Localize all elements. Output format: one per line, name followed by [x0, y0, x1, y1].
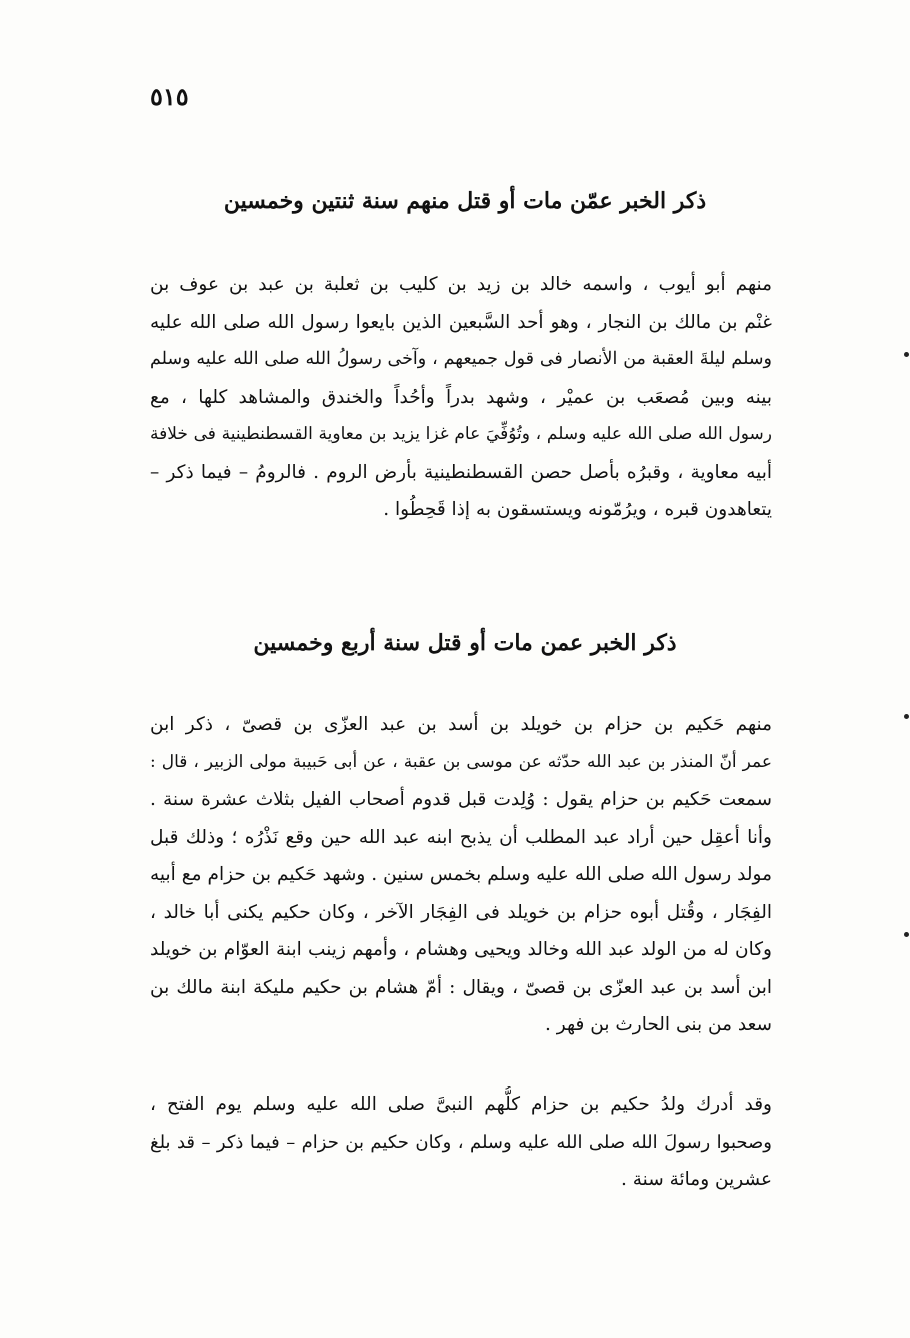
page-number: ٥١٥	[150, 82, 189, 111]
section-heading-2: ذكر الخبر عمن مات أو قتل سنة أربع وخمسين	[253, 630, 677, 656]
text-line: أبيه معاوية ، وقبرُه بأصل حصن القسطنطينية بأرض الروم . فالرومُ – فيما ذكر –	[150, 461, 772, 483]
text-line: ابن أسد بن عبد العزّى بن قصىّ ، ويقال : أمّ هشام بن حكيم مليكة ابنة مالك بن	[150, 976, 772, 998]
text-line: وكان له من الولد عبد الله وخالد ويحيى وهشام ، وأمهم زينب ابنة العوّام بن خويلد	[150, 939, 772, 960]
paragraph-2	[150, 706, 772, 1044]
text-line: سعد من بنى الحارث بن فهر .	[545, 1014, 772, 1035]
margin-mark	[904, 352, 909, 357]
paragraph-1	[150, 266, 772, 529]
text-line: عمر أنّ المنذر بن عبد الله حدّثه عن موسى بن عقبة ، عن أبى حَبيبة مولى الزبير ، قال :	[150, 751, 772, 772]
text-line: بينه وبين مُصعَب بن عميْر ، وشهد بدراً وأحُداً والخندق والمشاهد كلها ، مع	[150, 386, 772, 408]
text-line: وصحبوا رسولَ الله صلى الله عليه وسلم ، وكان حكيم بن حزام – فيما ذكر – قد بلغ	[150, 1131, 772, 1153]
text-line: يتعاهدون قبره ، ويرُمّونه ويستسقون به إذا قَحِطُوا .	[383, 499, 772, 520]
text-line: وقد أدرك ولدُ حكيم بن حزام كلُّهم النبىَّ صلى الله عليه وسلم يوم الفتح ،	[150, 1094, 772, 1115]
margin-mark	[904, 932, 909, 937]
text-line: منهم أبو أيوب ، واسمه خالد بن زيد بن كليب بن ثعلبة بن عبد بن عوف بن	[150, 274, 772, 295]
text-line: رسول الله صلى الله عليه وسلم ، وتُوُفِّيَ عام غزا يزيد بن معاوية القسطنطينية فى خلافة	[150, 424, 772, 444]
paragraph-3	[150, 1086, 772, 1199]
text-line: غنْم بن مالك بن النجار ، وهو أحد السَّبعين الذين بايعوا رسول الله صلى الله عليه	[150, 311, 772, 333]
margin-mark	[904, 714, 909, 719]
text-line: عشرين ومائة سنة .	[620, 1169, 772, 1190]
text-line: وسلم ليلةَ العقبة من الأنصار فى قول جميعهم ، وآخى رسولُ الله صلى الله عليه وسلم	[150, 349, 772, 369]
text-line: سمعت حَكيم بن حزام يقول : وُلِدت قبل قدوم أصحاب الفيل بثلاث عشرة سنة .	[150, 789, 772, 810]
text-line: مولد رسول الله صلى الله عليه وسلم بخمس سنين . وشهد حَكيم بن حزام مع أبيه	[150, 864, 772, 885]
text-line: وأنا أعقِل حين أراد عبد المطلب أن يذبح ابنه عبد الله حين وقع نَذْرُه ؛ وذلك قبل	[150, 826, 772, 848]
section-heading-1: ذكر الخبر عمّن مات أو قتل منهم سنة ثنتين وخمسين	[223, 188, 707, 214]
text-line: الفِجَار ، وقُتل أبوه حزام بن خويلد فى الفِجَار الآخر ، وكان حكيم يكنى أبا خالد ،	[150, 901, 772, 923]
text-line: منهم حَكيم بن حزام بن خويلد بن أسد بن عبد العزّى بن قصىّ ، ذكر ابن	[150, 714, 772, 735]
